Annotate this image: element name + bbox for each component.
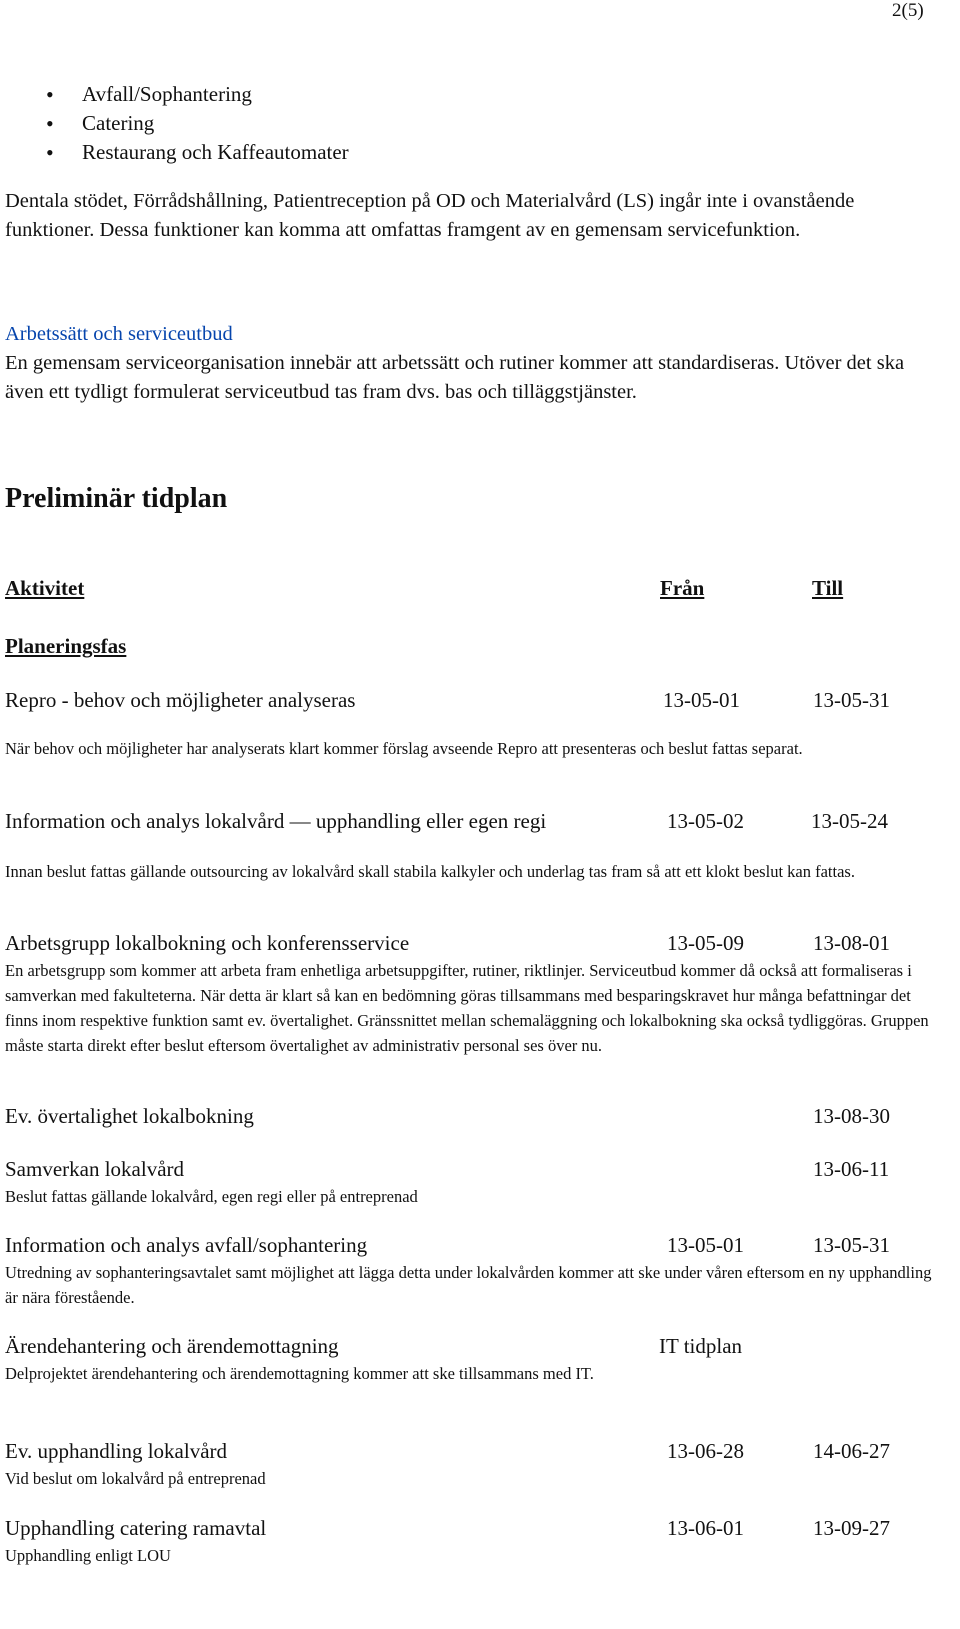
schedule-row bbox=[5, 1439, 940, 1469]
row-activity: Ärendehantering och ärendemottagning bbox=[5, 1334, 339, 1358]
row-activity: Arbetsgrupp lokalbokning och konferensservice bbox=[5, 931, 410, 955]
row-to: 13-05-31 bbox=[813, 1233, 890, 1257]
page-number: 2(5) bbox=[892, 0, 924, 21]
schedule-row bbox=[5, 688, 940, 718]
row-to: 13-08-01 bbox=[813, 931, 890, 955]
page-heading: Preliminär tidplan bbox=[5, 483, 228, 514]
service-bullet-list bbox=[40, 80, 349, 167]
row-note: En arbetsgrupp som kommer att arbeta fram enhetliga arbetsuppgifter, rutiner, riktlinjer. Serviceutbud kommer då också att formaliseras i samverkan med fakulteterna. När detta är klart så kan en bedömning göras tillsammans med besparingskravet hur många befattningar det finns inom respektive funktion samt ev. övertalighet. Gränssnittet mellan schemaläggning och lokalbokning ska också tydliggöras. Gruppen måste starta direkt efter beslut eftersom övertalighet av administrativ personal ses över nu. bbox=[5, 961, 929, 1055]
section-link-heading[interactable]: Arbetssätt och serviceutbud bbox=[5, 323, 233, 345]
phase-label: Planeringsfas bbox=[5, 634, 127, 658]
row-note: När behov och möjligheter har analyserats klart kommer förslag avseende Repro att presenteras och beslut fattas separat. bbox=[5, 739, 803, 758]
row-activity: Repro - behov och möjligheter analyseras bbox=[5, 688, 356, 712]
row-to: 13-06-11 bbox=[813, 1157, 890, 1181]
row-to: 13-08-30 bbox=[813, 1104, 890, 1128]
bullet-item: • Restaurang och Kaffeautomater bbox=[40, 138, 349, 167]
row-from: 13-05-09 bbox=[667, 931, 744, 955]
column-from: Från bbox=[660, 576, 705, 600]
row-to: 13-05-31 bbox=[813, 688, 890, 712]
row-activity: Samverkan lokalvård bbox=[5, 1157, 185, 1181]
bullet-item: • Avfall/Sophantering bbox=[40, 80, 349, 109]
row-from: IT tidplan bbox=[659, 1334, 743, 1358]
row-activity: Ev. övertalighet lokalbokning bbox=[5, 1104, 254, 1128]
schedule-row bbox=[5, 1233, 940, 1263]
row-activity: Upphandling catering ramavtal bbox=[5, 1516, 267, 1540]
section-paragraph: En gemensam serviceorganisation innebär att arbetssätt och rutiner kommer att standardiseras. Utöver det ska även ett tydligt formulerat serviceutbud tas fram dvs. bas och tilläggstjänster. bbox=[5, 352, 905, 403]
column-activity: Aktivitet bbox=[5, 576, 85, 600]
row-note: Upphandling enligt LOU bbox=[5, 1546, 171, 1565]
row-note: Beslut fattas gällande lokalvård, egen regi eller på entreprenad bbox=[5, 1187, 418, 1206]
schedule-row bbox=[5, 1157, 940, 1187]
schedule-row bbox=[5, 1516, 940, 1546]
schedule-row bbox=[5, 1334, 940, 1364]
row-note: Innan beslut fattas gällande outsourcing av lokalvård skall stabila kalkyler och underlag tas fram så att ett klokt beslut kan fattas. bbox=[5, 862, 855, 881]
row-from: 13-06-28 bbox=[667, 1439, 744, 1463]
row-from: 13-05-01 bbox=[667, 1233, 744, 1257]
schedule-row bbox=[5, 1104, 940, 1134]
row-activity: Information och analys lokalvård — upphandling eller egen regi bbox=[5, 809, 547, 833]
row-note: Vid beslut om lokalvård på entreprenad bbox=[5, 1469, 266, 1488]
row-to: 13-05-24 bbox=[811, 809, 888, 833]
column-to: Till bbox=[812, 576, 844, 600]
row-to: 13-09-27 bbox=[813, 1516, 890, 1540]
row-from: 13-05-01 bbox=[663, 688, 740, 712]
intro-paragraph: Dentala stödet, Förrådshållning, Patientreception på OD och Materialvård (LS) ingår inte i ovanstående funktioner. Dessa funktioner kan komma att omfattas framgent av en gemensam servicefunktion. bbox=[5, 190, 855, 241]
row-activity: Information och analys avfall/sophantering bbox=[5, 1233, 368, 1257]
schedule-row bbox=[5, 931, 940, 961]
schedule-row bbox=[5, 809, 940, 839]
row-activity: Ev. upphandling lokalvård bbox=[5, 1439, 228, 1463]
row-note: Utredning av sophanteringsavtalet samt möjlighet att lägga detta under lokalvården kommer att ske under våren eftersom en ny upphandling är nära förestående. bbox=[5, 1263, 932, 1307]
row-to: 14-06-27 bbox=[813, 1439, 890, 1463]
row-from: 13-05-02 bbox=[667, 809, 744, 833]
bullet-item: • Catering bbox=[40, 109, 349, 138]
row-note: Delprojektet ärendehantering och ärendemottagning kommer att ske tillsammans med IT. bbox=[5, 1364, 594, 1383]
row-from: 13-06-01 bbox=[667, 1516, 744, 1540]
